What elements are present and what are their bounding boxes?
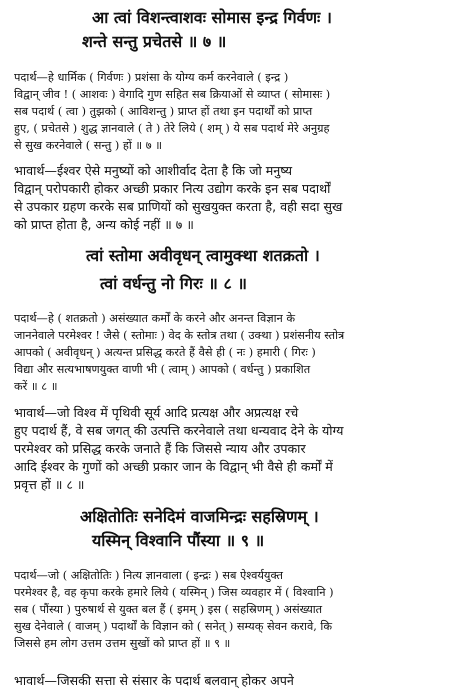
padartha-line: से सुख करनेवाले ( सन्तु ) हों ॥ ७ ॥ [14,139,162,152]
bhavartha-line: विद्वान् परोपकारी होकर अच्छी प्रकार नित्य उद्योग करके इन सब पदार्थों [14,181,331,196]
bhavartha-line: से उपकार ग्रहण करके सब प्राणियों को सुखयुक्त करता है, वही सदा सुख [14,199,343,214]
mantra-line: अक्षितोतिः सनेदिमं वाजमिन्द्रः सहस्रिणम् । [80,507,319,526]
mantra-line: त्वां स्तोमा अवीवृधन् त्वामुक्था शतक्रतो । [86,246,320,265]
bhavartha-line: प्रवृत्त हों ॥ ८ ॥ [14,477,85,492]
bhavartha-line: परमेश्वर को प्रसिद्ध करके जनाते हैं कि जिससे न्याय और उपकार [14,441,306,456]
padartha-line: परमेश्वर है, वह कृपा करके हमारे लिये ( यस्मिन् ) जिस व्यवहार में ( विश्वानि ) [14,586,334,599]
padartha-line: विद्या और सत्यभाषणयुक्त वाणी भी ( त्वाम् ) आपको ( वर्धन्तु ) प्रकाशित [14,363,311,376]
padartha-line: सब ( पौंस्या ) पुरुषार्थ से युक्त बल हैं ( इमम् ) इस ( सहस्रिणम् ) असंख्यात [14,603,323,616]
padartha-line: आपको ( अवीवृधन् ) अत्यन्त प्रसिद्ध करते हैं वैसे ही ( नः ) हमारी ( गिरः ) [14,346,316,359]
padartha-line: पदार्थ—जो ( अक्षितोतिः ) नित्य ज्ञानवाला ( इन्द्रः ) सब ऐश्वर्ययुक्त [14,569,283,582]
bhavartha-line: भावार्थ—जिसकी सत्ता से संसार के पदार्थ बलवान् होकर अपने [14,673,294,688]
padartha-line: जाननेवाले परमेश्वर ! जैसे ( स्तोमाः ) वेद के स्तोत्र तथा ( उक्था ) प्रशंसनीय स्तोत्र [14,329,345,342]
padartha-line: जिससे हम लोग उत्तम उत्तम सुखों को प्राप्त हों ॥ ९ ॥ [14,637,231,650]
bhavartha-line: हुए पदार्थ हैं, वे सब जगत् की उत्पत्ति करनेवाले तथा धन्यवाद देने के योग्य [14,423,344,438]
bhavartha-line: को प्राप्त होता है, अन्य कोई नहीं ॥ ७ ॥ [14,217,194,232]
padartha-line: करें ॥ ८ ॥ [14,380,58,393]
mantra-line: आ त्वां विशन्त्वाशवः सोमास इन्द्र गिर्वणः । [92,8,332,27]
padartha-line: विद्वान् जीव ! ( आशवः ) वेगादि गुण सहित सब क्रियाओं से व्याप्त ( सोमासः ) [14,88,331,101]
mantra-line: यस्मिन् विश्वानि पौंस्या ॥ ९ ॥ [92,531,265,550]
mantra-line: त्वां वर्धन्तु नो गिरः ॥ ८ ॥ [100,274,247,293]
bhavartha-line: आदि ईश्वर के गुणों को अच्छी प्रकार जान के विद्वान् भी वैसे ही कर्मों में [14,459,333,474]
mantra-line: शन्ते सन्तु प्रचेतसे ॥ ७ ॥ [82,32,227,51]
bhavartha-line: भावार्थ—जो विश्व में पृथिवी सूर्य आदि प्रत्यक्ष और अप्रत्यक्ष रचे [14,405,299,420]
padartha-line: हुए, ( प्रचेतसे ) शुद्ध ज्ञानवाले ( ते ) तेरे लिये ( शम् ) ये सब पदार्थ मेरे अनुग्रह [14,122,330,135]
padartha-line: पदार्थ—हे ( शतक्रतो ) असंख्यात कर्मों के करने और अनन्त विज्ञान के [14,312,296,325]
padartha-line: पदार्थ—हे धार्मिक ( गिर्वणः ) प्रशंसा के योग्य कर्म करनेवाले ( इन्द्र ) [14,71,289,84]
padartha-line: सब पदार्थ ( त्वा ) तुझको ( आविशन्तु ) प्राप्त हों तथा इन पदार्थों को प्राप्त [14,105,313,118]
bhavartha-line: भावार्थ—ईश्वर ऐसे मनुष्यों को आशीर्वाद देता है कि जो मनुष्य [14,163,293,178]
padartha-line: सुख देनेवाले ( वाजम् ) पदार्थों के विज्ञान को ( सनेत् ) सम्यक् सेवन करावे, कि [14,620,333,633]
